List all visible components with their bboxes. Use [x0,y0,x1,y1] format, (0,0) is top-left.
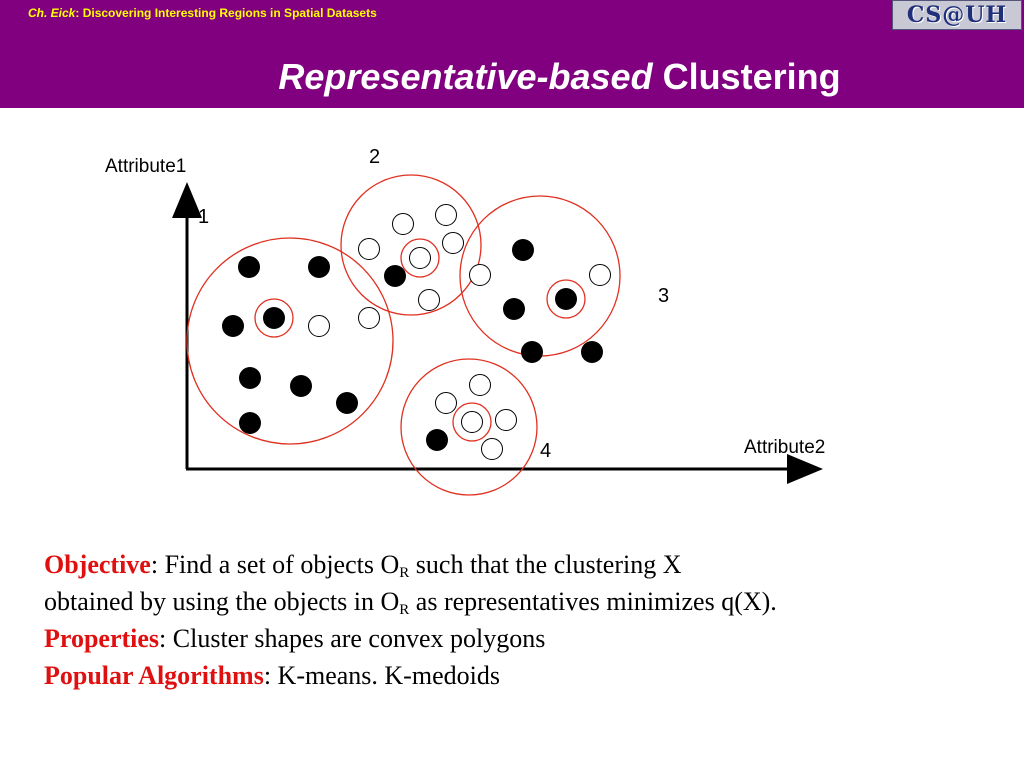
algorithms-text: : K-means. K-medoids [263,661,500,690]
description-text [44,546,777,694]
line2-text-1: obtained by using the objects in O [44,587,400,616]
hollow-point [309,316,330,337]
hollow-point [359,308,380,329]
hollow-point [470,265,491,286]
cluster-label-2: 2 [369,146,381,168]
filled-point [336,392,358,414]
filled-point [263,307,285,329]
filled-point [290,375,312,397]
cluster-label-3: 3 [658,285,670,307]
filled-point [555,288,577,310]
hollow-point [419,290,440,311]
algorithms-line [44,657,777,694]
cluster-label-1: 1 [198,206,210,228]
filled-point [222,315,244,337]
properties-line [44,620,777,657]
hollow-point [482,439,503,460]
hollow-point [443,233,464,254]
filled-point [521,341,543,363]
properties-text: : Cluster shapes are convex polygons [159,624,546,653]
objective-label: Objective [44,550,151,579]
objective-subscript: R [399,565,410,581]
algorithms-label: Popular Algorithms [44,661,264,690]
subtitle-text: : Discovering Interesting Regions in Spatial Datasets [75,6,377,20]
objective-text-1: : Find a set of objects O [150,550,400,579]
hollow-point [470,375,491,396]
line2-subscript: R [399,602,410,618]
hollow-point [436,393,457,414]
properties-label: Properties [44,624,160,653]
author-name: Ch. Eick [28,6,76,20]
filled-point [239,367,261,389]
filled-point [581,341,603,363]
filled-point [239,412,261,434]
filled-point [503,298,525,320]
hollow-point [590,265,611,286]
x-axis-label: Attribute2 [744,437,826,458]
filled-point [238,256,260,278]
filled-point [426,429,448,451]
objective-text-2: such that the clustering X [409,550,682,579]
hollow-point [496,410,517,431]
cluster-1-boundary [187,238,393,444]
filled-point [512,239,534,261]
objective-line [44,546,777,583]
title-rest: Clustering [652,56,841,97]
hollow-point [410,248,431,269]
cluster-label-4: 4 [540,440,552,462]
filled-point [308,256,330,278]
hollow-point [393,214,414,235]
logo-text: CS@UH [906,2,1008,28]
filled-point [384,265,406,287]
line2-text-2: as representatives minimizes q(X). [409,587,777,616]
hollow-point [436,205,457,226]
title-italic: Representative-based [278,56,653,97]
y-axis-label: Attribute1 [105,156,187,177]
hollow-point [462,412,483,433]
hollow-point [359,239,380,260]
objective-line-2 [44,583,777,620]
